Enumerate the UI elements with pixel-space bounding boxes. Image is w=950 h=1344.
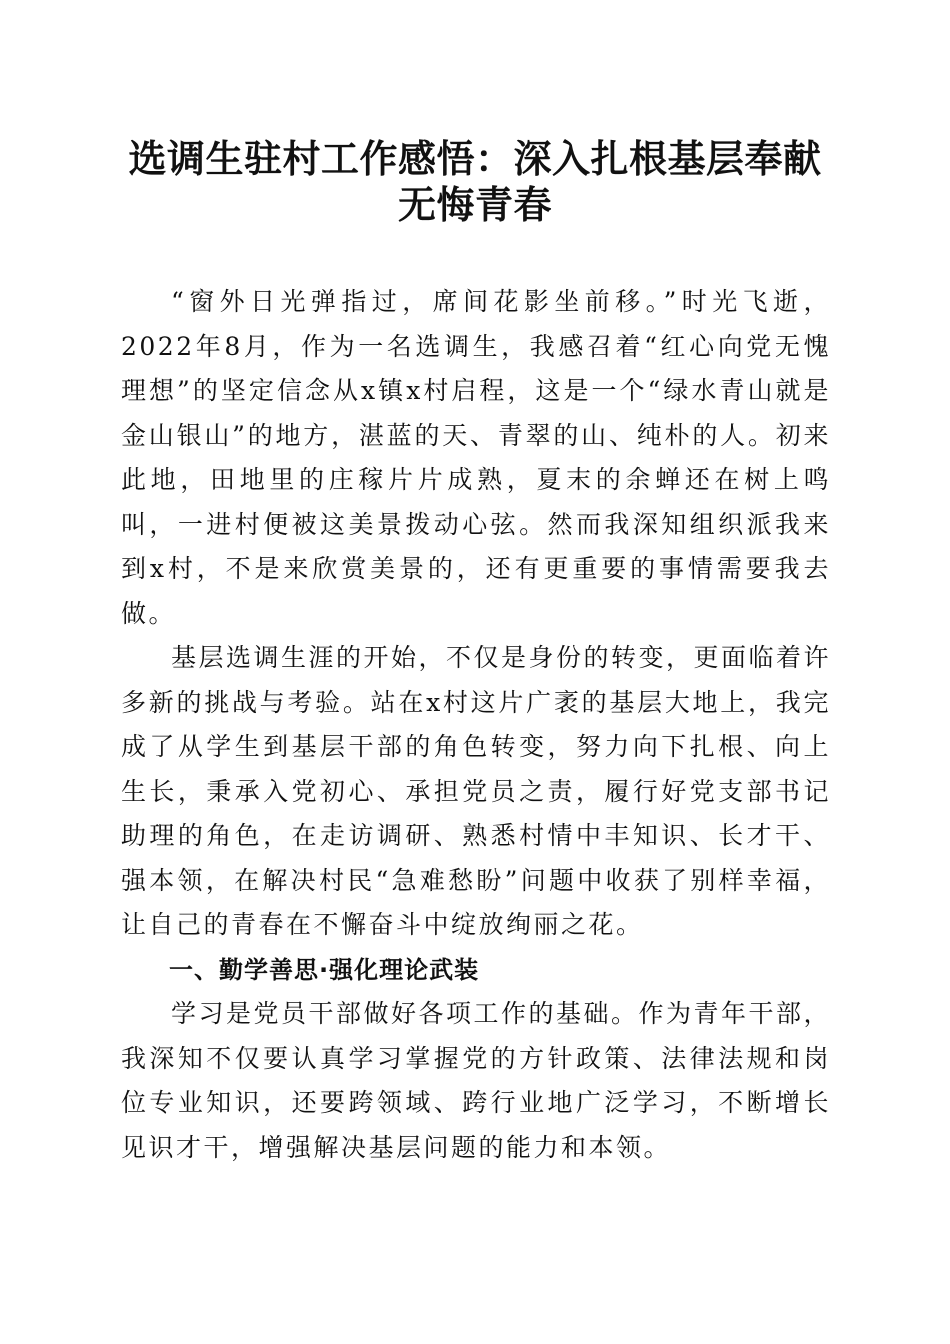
paragraph: “窗外日光弹指过，席间花影坐前移。”时光飞逝，2022年8月，作为一名选调生，我感召着“红心向党无愧理想”的坚定信念从x镇x村启程，这是一个“绿水青山就是金山银山”的地方，湛蓝的天、青翠的山、纯朴的人。初来此地，田地里的庄稼片片成熟，夏末的余蝉还在树上鸣叫，一进村便被这美景拨动心弦。然而我深知组织派我来到x村，不是来欣赏美景的，还有更重要的事情需要我去做。 xyxy=(121,287,831,628)
document-title: 选调生驻村工作感悟：深入扎根基层奉献无悔青春 xyxy=(128,136,822,227)
section-heading: 一、勤学善思·强化理论武装 xyxy=(169,955,480,984)
paragraph: 学习是党员干部做好各项工作的基础。作为青年干部，我深知不仅要认真学习掌握党的方针政策、法律法规和岗位专业知识，还要跨领域、跨行业地广泛学习，不断增长见识才干，增强解决基层问题的能力和本领。 xyxy=(121,999,832,1162)
paragraph: 基层选调生涯的开始，不仅是身份的转变，更面临着许多新的挑战与考验。站在x村这片广袤的基层大地上，我完成了从学生到基层干部的角色转变，努力向下扎根、向上生长，秉承入党初心、承担党员之责，履行好党支部书记助理的角色，在走访调研、熟悉村情中丰知识、长才干、强本领，在解决村民“急难愁盼”问题中收获了别样幸福，让自己的青春在不懈奋斗中绽放绚丽之花。 xyxy=(121,643,832,939)
document-body xyxy=(121,280,831,1170)
